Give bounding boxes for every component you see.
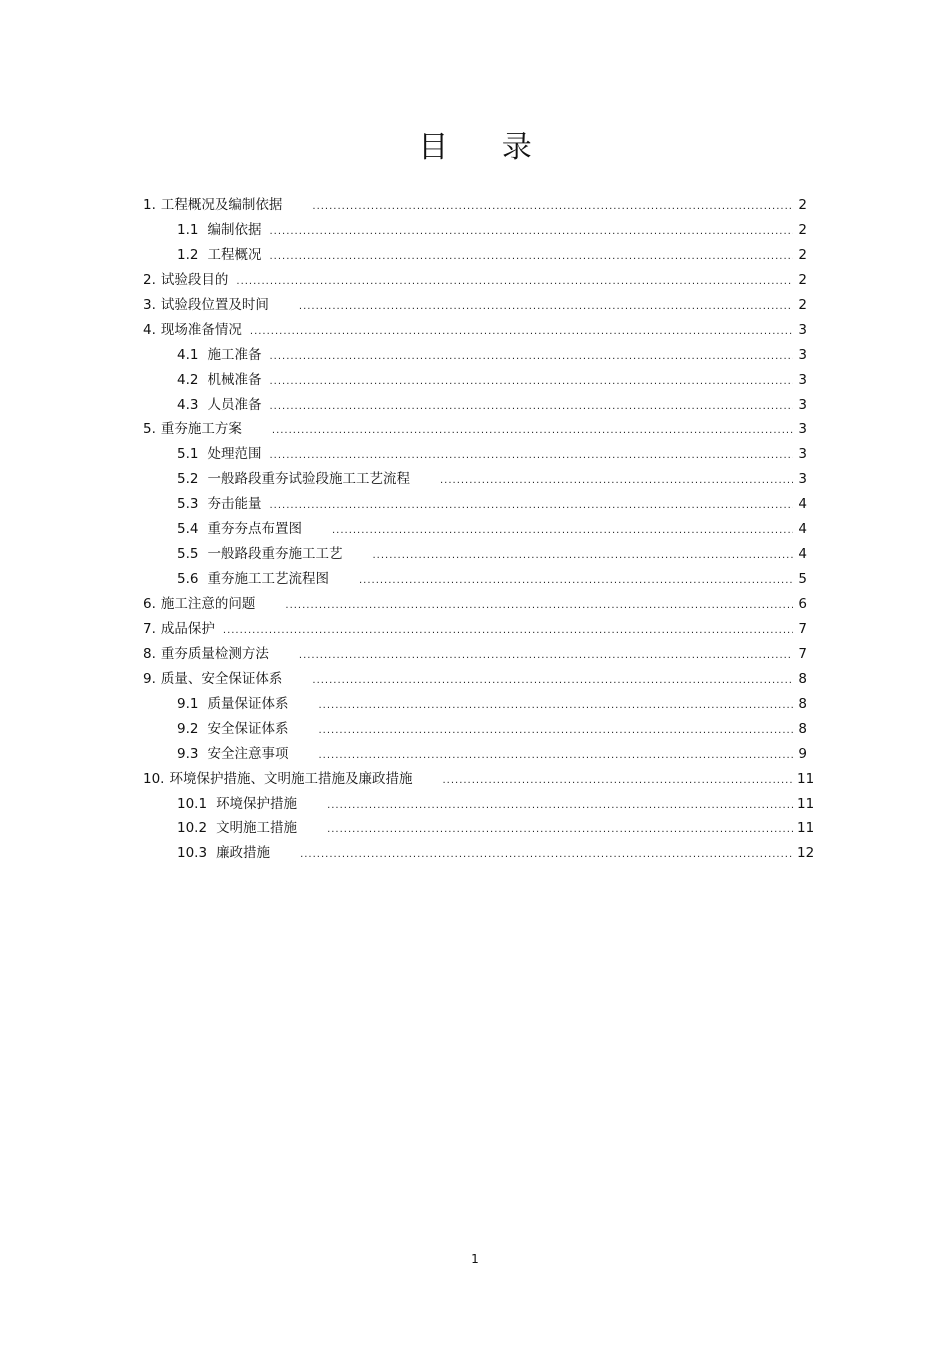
toc-entry-page: 5 [798, 571, 807, 588]
toc-entry-page: 11 [797, 770, 815, 787]
toc-entry-page: 8 [798, 670, 807, 687]
toc-dot-leader [285, 600, 793, 611]
toc-dot-leader [327, 800, 793, 811]
toc-entry-page: 2 [798, 221, 807, 238]
toc-entry[interactable] [143, 293, 807, 318]
toc-dot-leader [312, 675, 793, 686]
toc-entry-page: 3 [798, 446, 807, 463]
toc-entry[interactable] [143, 717, 807, 742]
toc-entry-title: 工程概况及编制依据 [160, 197, 283, 213]
toc-entry-title: 环境保护措施、文明施工措施及廉政措施 [169, 770, 413, 787]
toc-entry-title: 重夯质量检测方法 [160, 645, 269, 662]
toc-entry-number: 5.3 [177, 496, 199, 513]
toc-entry-title: 工程概况 [207, 246, 262, 263]
toc-dot-leader [440, 475, 793, 486]
toc-entry-title: 编制依据 [207, 221, 262, 238]
toc-entry[interactable] [143, 268, 807, 293]
toc-entry-page: 4 [798, 496, 807, 513]
toc-entry[interactable] [143, 542, 807, 567]
toc-entry[interactable] [143, 742, 807, 767]
toc-entry-page: 3 [798, 421, 807, 438]
toc-entry[interactable] [143, 767, 815, 792]
toc-entry-page: 6 [798, 596, 807, 612]
toc-entry-number: 1.2 [177, 246, 199, 263]
toc-entry-page: 12 [797, 845, 815, 862]
toc-entry-page: 11 [797, 795, 815, 812]
toc-entry[interactable] [143, 318, 807, 343]
toc-entry[interactable] [143, 692, 807, 717]
toc-entry-title: 人员准备 [207, 396, 262, 413]
toc-entry-page: 7 [798, 620, 807, 637]
page-number: 1 [471, 1252, 479, 1266]
toc-entry-number: 4.3 [177, 396, 199, 413]
toc-entry-title: 机械准备 [207, 371, 262, 388]
toc-entry-page: 3 [798, 371, 807, 388]
toc-title: 目 录 [418, 130, 554, 165]
toc-entry-number: 3. [143, 296, 156, 313]
toc-entry-title: 试验段位置及时间 [160, 296, 269, 313]
toc-entry-page: 7 [798, 645, 807, 662]
toc-dot-leader [269, 500, 793, 511]
toc-entry[interactable] [143, 442, 807, 467]
toc-entry[interactable] [143, 592, 807, 617]
toc-entry[interactable] [143, 467, 807, 492]
toc-entry-title: 处理范围 [207, 446, 262, 463]
toc-dot-leader [250, 326, 793, 337]
toc-dot-leader [269, 226, 793, 237]
toc-entry-number: 1. [143, 197, 156, 213]
toc-dot-leader [223, 625, 793, 636]
toc-entry[interactable] [143, 642, 807, 667]
toc-entry-number: 4.1 [177, 346, 199, 363]
toc-dot-leader [236, 276, 793, 287]
toc-entry-page: 4 [798, 521, 807, 538]
toc-entry-title: 现场准备情况 [160, 321, 242, 338]
toc-entry[interactable] [143, 517, 807, 542]
toc-entry-page: 2 [798, 246, 807, 263]
toc-entry-number: 9.3 [177, 745, 199, 762]
toc-entry[interactable] [143, 567, 807, 592]
toc-entry-title: 一般路段重夯试验段施工工艺流程 [207, 471, 410, 488]
toc-dot-leader [359, 575, 793, 586]
toc-entry[interactable] [143, 841, 815, 866]
toc-entry-title: 质量、安全保证体系 [160, 670, 283, 687]
toc-entry-title: 施工注意的问题 [160, 596, 256, 612]
toc-entry-page: 4 [798, 546, 807, 563]
toc-entry[interactable] [143, 393, 807, 418]
toc-entry-title: 重夯施工工艺流程图 [207, 571, 329, 588]
toc-dot-leader [312, 201, 793, 212]
toc-entry-number: 1.1 [177, 221, 199, 238]
toc-entry-number: 5.5 [177, 546, 199, 563]
toc-dot-leader [300, 849, 793, 860]
toc-entry-number: 9.2 [177, 720, 199, 737]
toc-entry-title: 安全注意事项 [207, 745, 289, 762]
toc-entry-title: 成品保护 [160, 620, 215, 637]
toc-dot-leader [269, 376, 793, 387]
toc-entry-page: 9 [798, 745, 807, 762]
toc-entry[interactable] [143, 667, 807, 692]
toc-entry-page: 11 [797, 820, 815, 837]
toc-dot-leader [327, 824, 793, 835]
toc-dot-leader [332, 525, 793, 536]
toc-dot-leader [318, 725, 793, 736]
toc-entry-number: 10. [143, 770, 165, 787]
table-of-contents [143, 193, 815, 866]
toc-dot-leader [372, 550, 793, 561]
toc-dot-leader [269, 401, 793, 412]
toc-entry[interactable] [143, 417, 807, 442]
toc-entry-title: 重夯夯点布置图 [207, 521, 302, 538]
toc-entry-number: 4.2 [177, 371, 199, 388]
toc-entry-title: 夯击能量 [207, 496, 262, 513]
toc-entry-page: 2 [798, 296, 807, 313]
toc-entry-number: 9.1 [177, 695, 199, 712]
toc-entry[interactable] [143, 243, 807, 268]
toc-entry[interactable] [143, 193, 807, 218]
toc-entry-page: 8 [798, 695, 807, 712]
toc-entry-number: 5.6 [177, 571, 199, 588]
toc-entry-number: 9. [143, 670, 156, 687]
toc-dot-leader [318, 750, 793, 761]
toc-entry-title: 安全保证体系 [207, 720, 289, 737]
toc-dot-leader [272, 425, 793, 436]
toc-entry-number: 4. [143, 321, 156, 338]
toc-dot-leader [299, 301, 793, 312]
toc-entry-title: 重夯施工方案 [160, 421, 242, 438]
toc-entry-page: 2 [798, 197, 807, 213]
toc-dot-leader [269, 251, 793, 262]
toc-entry-page: 2 [798, 271, 807, 288]
toc-entry-title: 试验段目的 [160, 271, 229, 288]
toc-entry-title: 廉政措施 [216, 845, 271, 862]
toc-entry-title: 文明施工措施 [216, 820, 298, 837]
toc-entry[interactable] [143, 368, 807, 393]
toc-entry-number: 5.1 [177, 446, 199, 463]
toc-entry-title: 施工准备 [207, 346, 262, 363]
toc-entry-title: 质量保证体系 [207, 695, 289, 712]
toc-entry-page: 3 [798, 471, 807, 488]
toc-entry-number: 6. [143, 596, 156, 612]
toc-entry[interactable] [143, 343, 807, 368]
toc-entry-number: 2. [143, 271, 156, 288]
toc-entry-number: 5.4 [177, 521, 199, 538]
toc-entry-page: 3 [798, 396, 807, 413]
toc-entry-number: 7. [143, 620, 156, 637]
toc-dot-leader [269, 450, 793, 461]
toc-dot-leader [299, 650, 793, 661]
toc-entry[interactable] [143, 218, 807, 243]
toc-entry-page: 3 [798, 346, 807, 363]
toc-entry-number: 8. [143, 645, 156, 662]
toc-entry-title: 环境保护措施 [216, 795, 298, 812]
toc-entry-number: 5. [143, 421, 156, 438]
toc-entry-number: 10.2 [177, 820, 208, 837]
toc-entry[interactable] [143, 492, 807, 517]
toc-dot-leader [442, 775, 793, 786]
toc-entry[interactable] [143, 617, 807, 642]
toc-entry-number: 10.1 [177, 795, 208, 812]
toc-entry-title: 一般路段重夯施工工艺 [207, 546, 343, 563]
toc-dot-leader [269, 351, 793, 362]
toc-entry-number: 10.3 [177, 845, 208, 862]
toc-dot-leader [318, 700, 793, 711]
toc-entry[interactable] [143, 792, 815, 817]
toc-entry-page: 8 [798, 720, 807, 737]
toc-entry-page: 3 [798, 321, 807, 338]
toc-entry[interactable] [143, 816, 815, 841]
toc-entry-number: 5.2 [177, 471, 199, 488]
